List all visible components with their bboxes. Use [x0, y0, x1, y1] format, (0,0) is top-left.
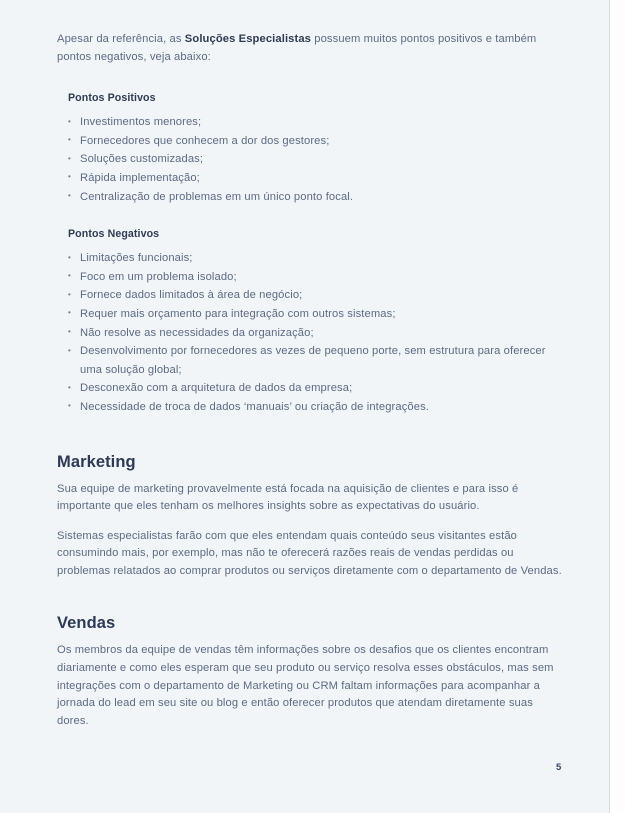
intro-paragraph-block [57, 31, 562, 66]
spacer [57, 439, 562, 453]
document-content [57, 31, 562, 752]
marketing-paragraph-2: Sistemas especialistas farão com que eles entendam quais conteúdo seus visitantes estão consumindo mais, por exemplo, mas não te oferecerá razões reais de vendas perdidas ou problemas relatados ao comprar produtos ou serviços diretamente com o departamento de Vendas. [57, 529, 562, 577]
spacer [57, 602, 562, 614]
page-number: 5 [556, 762, 562, 773]
negatives-list-title: Pontos Negativos [68, 228, 160, 241]
list-item: • Fornecedores que conhecem a dor dos gestores; [68, 132, 562, 151]
vendas-heading: Vendas [57, 614, 116, 633]
marketing-paragraph-1: Sua equipe de marketing provavelmente está focada na aquisição de clientes e para isso é importante que eles tenham os melhores insights sobre as expectativas do usuário. [57, 482, 519, 513]
intro-text-after-bold: possuem muitos pontos positivos e também pontos negativos, veja abaixo: [57, 33, 537, 63]
list-item: • Limitações funcionais; [68, 249, 562, 268]
list-item: • Desconexão com a arquitetura de dados da empresa; [68, 379, 562, 398]
vendas-section [57, 614, 562, 730]
list-item: • Requer mais orçamento para integração com outros sistemas; [68, 305, 562, 324]
marketing-heading: Marketing [57, 452, 136, 471]
page-right-edge-strip [609, 0, 625, 813]
intro-bold-term: Soluções Especialistas [184, 33, 312, 45]
positives-list [68, 113, 562, 206]
positives-list-block [68, 92, 562, 206]
list-item: • Fornece dados limitados à área de negócio; [68, 286, 562, 305]
negatives-list-block [68, 228, 562, 416]
list-item: • Desenvolvimento por fornecedores as vezes de pequeno porte, sem estrutura para oferecer uma solução global; [68, 342, 562, 379]
vendas-paragraph-1: Os membros da equipe de vendas têm informações sobre os desafios que os clientes encontram diariamente e como eles esperam que seu produto ou serviço resolva esses obstáculos, mas sem integrações com o departamento de Marketing ou CRM faltam informações para acompanhar a jornada do lead em seu site ou blog e então oferecer produtos que atendam diretamente suas dores. [57, 644, 554, 727]
intro-paragraph [57, 31, 562, 66]
negatives-list [68, 249, 562, 416]
marketing-section [57, 453, 562, 581]
list-item: • Necessidade de troca de dados ‘manuais’ ou criação de integrações. [68, 398, 562, 417]
list-item: • Centralização de problemas em um único ponto focal. [68, 188, 562, 207]
list-item: • Não resolve as necessidades da organização; [68, 324, 562, 343]
list-item: • Investimentos menores; [68, 113, 562, 132]
list-item: • Foco em um problema isolado; [68, 268, 562, 287]
intro-text-before-bold: Apesar da referência, as [57, 33, 185, 45]
list-item: • Soluções customizadas; [68, 150, 562, 169]
positives-list-title: Pontos Positivos [68, 92, 156, 105]
list-item: • Rápida implementação; [68, 169, 562, 188]
